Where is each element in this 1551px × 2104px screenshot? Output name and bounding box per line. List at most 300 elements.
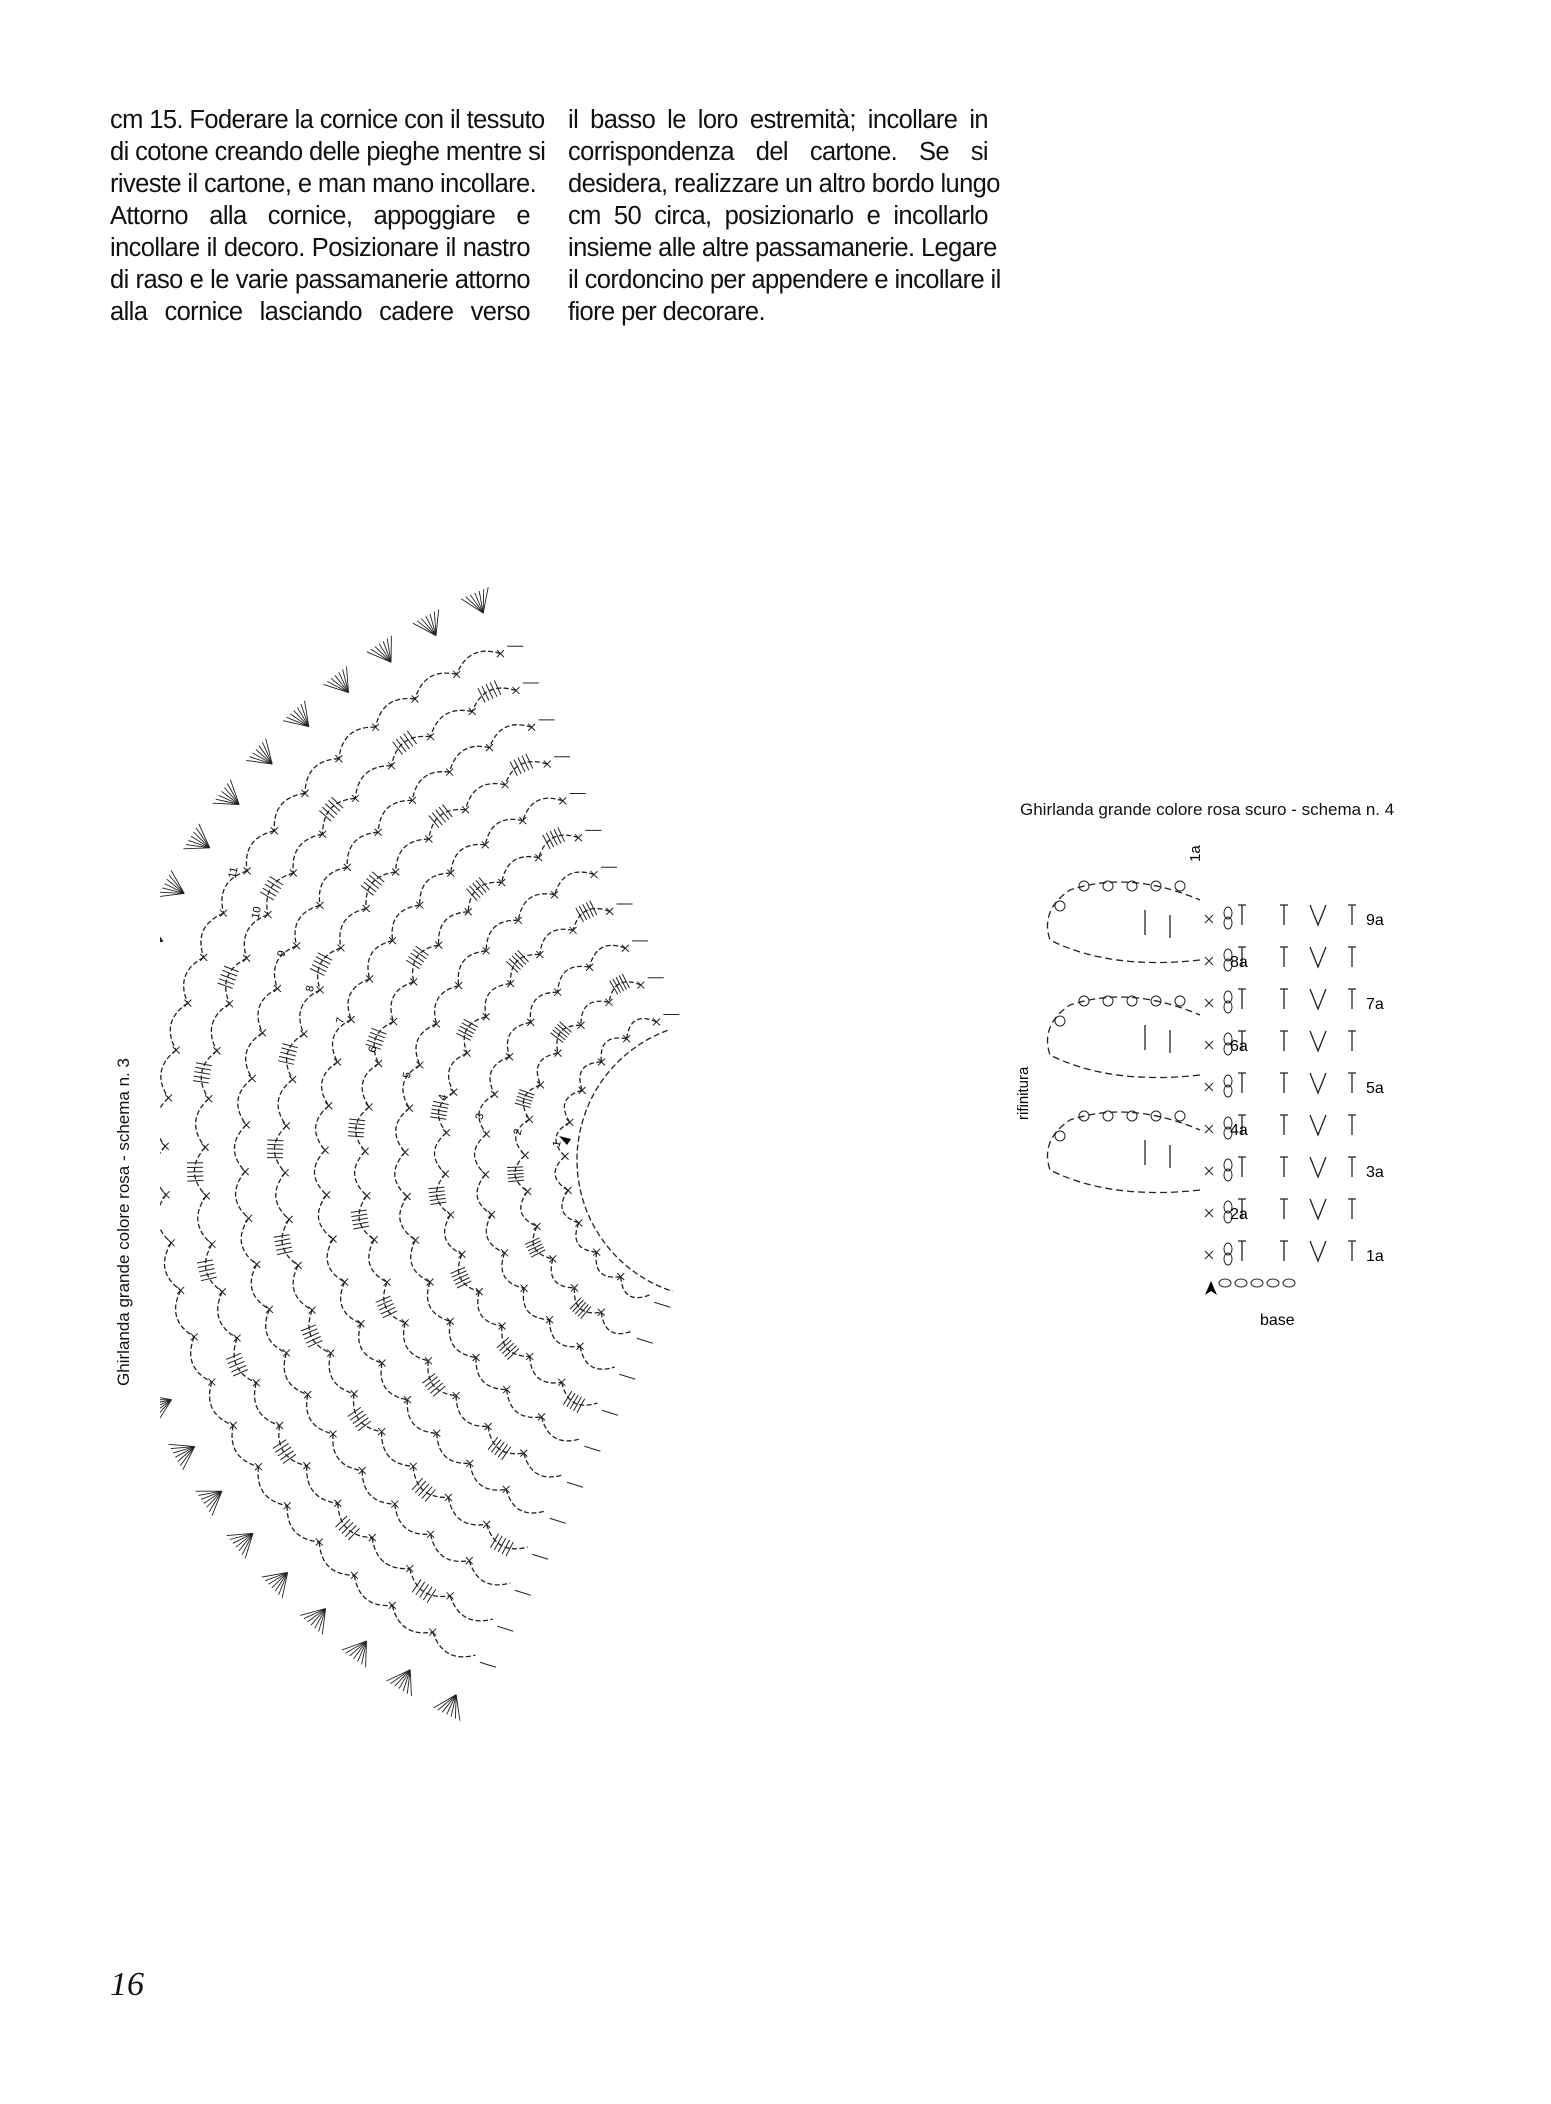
single-crochet-mark bbox=[559, 797, 566, 804]
single-crochet-mark bbox=[442, 1170, 449, 1177]
chain-loop bbox=[369, 1240, 387, 1283]
double-crochet-mark bbox=[508, 1177, 524, 1178]
half-double-mark bbox=[1280, 1199, 1288, 1219]
chain-loop bbox=[362, 1064, 378, 1107]
single-crochet-mark bbox=[1205, 999, 1213, 1007]
double-crochet-mark bbox=[404, 734, 413, 747]
chain-loop bbox=[251, 1264, 269, 1309]
single-crochet-mark bbox=[1205, 1083, 1213, 1091]
chain-loop bbox=[457, 651, 501, 674]
chain-loop bbox=[477, 1175, 492, 1215]
chain-loop bbox=[555, 1156, 568, 1190]
double-crochet-mark bbox=[622, 974, 629, 988]
chain-loop bbox=[164, 1243, 180, 1291]
single-crochet-mark bbox=[427, 1278, 434, 1285]
chain-loop bbox=[411, 1240, 430, 1282]
single-crochet-mark bbox=[200, 954, 207, 961]
chain-loop bbox=[266, 1309, 287, 1353]
single-crochet-mark bbox=[429, 1629, 436, 1636]
chain-loop bbox=[449, 1321, 476, 1357]
single-crochet-mark bbox=[637, 982, 644, 989]
double-crochet-mark bbox=[578, 1304, 589, 1316]
double-crochet-mark bbox=[1348, 905, 1356, 925]
chain-loop bbox=[339, 727, 376, 759]
row-number: 5 bbox=[400, 1070, 414, 1080]
single-crochet-mark bbox=[286, 1216, 293, 1223]
single-crochet-mark bbox=[243, 955, 250, 962]
single-crochet-mark bbox=[259, 1029, 266, 1036]
page-number: 16 bbox=[110, 1966, 144, 2003]
chain-loop bbox=[562, 1190, 579, 1223]
text-line: corrispondenza del cartone. Se si bbox=[568, 138, 988, 166]
chain-loop bbox=[293, 834, 323, 873]
double-crochet-mark bbox=[509, 959, 520, 970]
chain-loop bbox=[537, 1053, 558, 1085]
double-crochet-mark bbox=[275, 1243, 291, 1246]
v-stitch-mark bbox=[1310, 989, 1326, 1009]
row-label: 3a bbox=[1366, 1164, 1384, 1181]
single-crochet-mark bbox=[184, 1000, 191, 1007]
double-crochet-mark bbox=[476, 880, 486, 892]
chain-loop bbox=[392, 905, 420, 940]
chain-loop bbox=[507, 1390, 542, 1418]
chain-loop bbox=[160, 1098, 169, 1146]
chain-loop bbox=[160, 1195, 171, 1243]
double-crochet-mark bbox=[508, 1174, 524, 1175]
text-line: fiore per decorare. bbox=[568, 298, 765, 326]
single-crochet-mark bbox=[375, 1060, 382, 1067]
schema-3-crochet-diagram bbox=[160, 460, 1000, 1940]
double-crochet-mark bbox=[491, 1534, 499, 1548]
double-crochet-mark bbox=[423, 1587, 432, 1600]
chain-loop bbox=[524, 1453, 563, 1477]
chain-loop bbox=[581, 1001, 609, 1025]
fan-stitch-mark bbox=[160, 941, 163, 947]
double-crochet-mark bbox=[1348, 1241, 1356, 1261]
chain-loop bbox=[396, 1108, 410, 1152]
chain-loop bbox=[431, 1534, 470, 1561]
row-end-arrow-icon bbox=[619, 1374, 635, 1379]
chain-loop bbox=[518, 894, 554, 921]
v-stitch-mark bbox=[1310, 1073, 1326, 1093]
double-crochet-mark bbox=[499, 1340, 511, 1351]
chain-loop bbox=[348, 979, 370, 1020]
chain-loop bbox=[485, 984, 511, 1017]
single-crochet-mark bbox=[202, 1144, 209, 1151]
chain-loop bbox=[234, 1338, 256, 1383]
double-crochet-mark bbox=[187, 1180, 203, 1181]
chain-loop bbox=[470, 1463, 506, 1490]
single-crochet-mark bbox=[533, 1223, 540, 1230]
chain-loop bbox=[502, 857, 539, 883]
double-crochet-mark bbox=[411, 953, 424, 962]
chain-loop bbox=[362, 1471, 395, 1505]
single-crochet-mark bbox=[205, 1095, 212, 1102]
double-crochet-mark bbox=[616, 977, 624, 991]
single-crochet-mark bbox=[513, 687, 520, 694]
double-crochet-mark bbox=[420, 1584, 429, 1597]
chain-loop bbox=[458, 951, 486, 986]
chain-loop bbox=[244, 915, 268, 959]
single-crochet-mark bbox=[219, 1288, 226, 1295]
single-crochet-mark bbox=[316, 902, 323, 909]
double-crochet-mark bbox=[518, 950, 529, 962]
chain-loop bbox=[490, 725, 532, 748]
single-crochet-mark bbox=[162, 1143, 169, 1150]
row-label: 9a bbox=[1366, 912, 1384, 929]
single-crochet-mark bbox=[334, 1059, 341, 1066]
half-double-mark bbox=[1280, 947, 1288, 967]
chain-loop bbox=[307, 1395, 333, 1434]
chain-loop bbox=[476, 1358, 507, 1390]
double-crochet-mark bbox=[563, 1391, 572, 1405]
single-crochet-mark bbox=[163, 1191, 170, 1198]
half-double-mark bbox=[1238, 1073, 1246, 1093]
single-crochet-mark bbox=[491, 1091, 498, 1098]
chain-loop bbox=[410, 1569, 450, 1597]
double-crochet-mark bbox=[400, 736, 410, 749]
chain-loop bbox=[555, 872, 595, 895]
chain-loop bbox=[590, 945, 626, 967]
single-crochet-mark bbox=[482, 1171, 489, 1178]
double-crochet-mark bbox=[416, 1582, 425, 1595]
chain-loop bbox=[191, 1337, 212, 1382]
row-number: 3 bbox=[473, 1112, 487, 1121]
single-crochet-mark bbox=[402, 1149, 409, 1156]
schema-4-title: Ghirlanda grande colore rosa scuro - schema n. 4 bbox=[1020, 800, 1395, 819]
double-crochet-mark bbox=[567, 1393, 575, 1407]
single-crochet-mark bbox=[357, 1320, 364, 1327]
single-crochet-mark bbox=[208, 1241, 215, 1248]
chain-loop bbox=[284, 1353, 308, 1395]
chain-loop bbox=[184, 957, 204, 1003]
chain-loop bbox=[449, 1053, 467, 1092]
chain-loop bbox=[601, 1038, 627, 1062]
picot-stitch bbox=[1103, 881, 1113, 891]
row-label: 7a bbox=[1366, 996, 1384, 1013]
fan-stitch-mark bbox=[239, 1533, 253, 1551]
v-stitch-mark bbox=[1310, 1241, 1326, 1261]
chain-loop bbox=[347, 832, 378, 867]
chain-loop bbox=[558, 966, 590, 992]
single-crochet-mark bbox=[537, 1081, 544, 1088]
half-double-mark bbox=[1238, 1157, 1246, 1177]
chain-loop bbox=[400, 1065, 420, 1108]
double-crochet-mark bbox=[579, 906, 587, 920]
double-crochet-mark bbox=[428, 1187, 444, 1189]
single-crochet-mark bbox=[416, 1062, 423, 1069]
chain-loop bbox=[407, 1400, 437, 1434]
base-chain-stitch bbox=[1267, 1279, 1279, 1287]
text-line: il basso le loro estremità; incollare in bbox=[568, 106, 988, 134]
double-crochet-mark bbox=[199, 1269, 215, 1272]
single-crochet-mark bbox=[562, 1153, 569, 1160]
double-crochet-mark bbox=[525, 1238, 540, 1245]
fan-stitch-mark bbox=[169, 1444, 195, 1446]
v-stitch-mark bbox=[1310, 947, 1326, 967]
chain-loop bbox=[564, 1090, 582, 1122]
picot-stitch bbox=[1055, 901, 1065, 911]
chain-loop bbox=[307, 1466, 338, 1504]
double-crochet-mark bbox=[283, 1454, 296, 1463]
chain-loop bbox=[381, 1363, 407, 1400]
chain-loop bbox=[359, 1196, 374, 1240]
chain-loop bbox=[428, 1361, 456, 1396]
double-crochet-mark bbox=[443, 804, 453, 817]
chain-loop bbox=[609, 982, 641, 1002]
schema-4-crochet-diagram bbox=[1010, 830, 1430, 1390]
text-line: di raso e le varie passamanerie attorno bbox=[110, 266, 530, 294]
picot-stitch bbox=[1127, 1111, 1137, 1121]
chain-loop bbox=[198, 1196, 212, 1244]
chain-loop bbox=[530, 1356, 562, 1383]
chain-loop bbox=[451, 844, 486, 873]
double-crochet-mark bbox=[422, 1374, 435, 1384]
double-crochet-mark bbox=[224, 966, 239, 972]
double-crochet-mark bbox=[1348, 1031, 1356, 1051]
row-label: 5a bbox=[1366, 1080, 1384, 1097]
row-end-arrow-icon bbox=[550, 1518, 566, 1523]
chain-loop bbox=[161, 1050, 176, 1098]
fan-stitch-mark bbox=[483, 589, 484, 613]
single-crochet-mark bbox=[371, 1236, 378, 1243]
single-crochet-mark bbox=[497, 650, 504, 657]
chain-loop bbox=[420, 873, 451, 905]
chain-loop bbox=[176, 1290, 195, 1337]
fan-stitch-mark bbox=[160, 920, 163, 942]
chain-loop bbox=[521, 1191, 537, 1226]
chain-loop bbox=[486, 920, 518, 951]
single-crochet-mark bbox=[325, 1102, 332, 1109]
row-number: 9 bbox=[275, 949, 289, 958]
single-crochet-mark bbox=[488, 1211, 495, 1218]
chain-loop bbox=[395, 1152, 407, 1196]
chain-loop bbox=[466, 784, 506, 810]
half-double-mark bbox=[1280, 1115, 1288, 1135]
single-crochet-mark bbox=[173, 1047, 180, 1054]
double-crochet-mark bbox=[494, 1536, 502, 1550]
base-chain-stitch bbox=[1235, 1279, 1247, 1287]
single-crochet-mark bbox=[622, 945, 629, 952]
row-label: 2a bbox=[1230, 1206, 1248, 1223]
double-crochet-mark bbox=[508, 1180, 524, 1182]
chain-loop bbox=[601, 1312, 632, 1333]
instructions-column-right bbox=[568, 104, 1001, 328]
chain-loop bbox=[226, 958, 247, 1004]
single-crochet-mark bbox=[337, 944, 344, 951]
chain-loop bbox=[431, 710, 473, 736]
double-crochet-mark bbox=[515, 953, 526, 965]
fan-stitch-mark bbox=[160, 893, 184, 896]
chain-loop bbox=[332, 1020, 351, 1063]
single-crochet-mark bbox=[213, 1047, 220, 1054]
double-crochet-mark bbox=[278, 1447, 291, 1456]
row-end-arrow-icon bbox=[515, 1590, 531, 1595]
single-crochet-mark bbox=[458, 1251, 465, 1258]
fan-stitch-mark bbox=[209, 1491, 222, 1511]
chain-loop bbox=[201, 1051, 217, 1099]
double-crochet-mark bbox=[193, 1081, 209, 1083]
single-crochet-mark bbox=[341, 1279, 348, 1286]
chain-loop bbox=[232, 1425, 258, 1466]
single-crochet-mark bbox=[566, 1119, 573, 1126]
double-crochet-mark bbox=[195, 1067, 211, 1070]
single-crochet-mark bbox=[283, 1349, 290, 1356]
double-crochet-mark bbox=[267, 1144, 283, 1145]
chain-loop bbox=[530, 992, 557, 1022]
single-crochet-mark bbox=[348, 1016, 355, 1023]
picot-stitch bbox=[1127, 881, 1137, 891]
double-crochet-mark bbox=[281, 1048, 296, 1052]
double-crochet-mark bbox=[576, 908, 584, 922]
base-label: base bbox=[1260, 1312, 1295, 1329]
row-end-arrow-icon bbox=[497, 1626, 513, 1631]
single-crochet-mark bbox=[290, 870, 297, 877]
v-stitch-mark bbox=[1310, 905, 1326, 925]
single-crochet-mark bbox=[1205, 915, 1213, 923]
single-crochet-mark bbox=[293, 942, 300, 949]
double-crochet-mark bbox=[1348, 989, 1356, 1009]
single-crochet-mark bbox=[317, 986, 324, 993]
chain-loop bbox=[475, 1134, 487, 1175]
row-number: 4 bbox=[436, 1093, 450, 1102]
chain-loop bbox=[621, 1277, 650, 1298]
double-crochet-mark bbox=[366, 879, 379, 889]
double-crochet-mark bbox=[218, 983, 233, 988]
chain-loop bbox=[392, 1605, 433, 1632]
row-end-arrow-icon bbox=[637, 1338, 653, 1343]
single-crochet-mark bbox=[243, 1121, 250, 1128]
chain-loop bbox=[450, 746, 490, 772]
chain-loop bbox=[448, 1497, 486, 1525]
double-crochet-mark bbox=[351, 1214, 367, 1217]
chain-loop bbox=[211, 1004, 229, 1051]
double-crochet-mark bbox=[497, 1338, 509, 1348]
half-double-mark bbox=[1238, 905, 1246, 925]
chain-loop bbox=[469, 1561, 510, 1585]
chain-loop bbox=[627, 1019, 657, 1039]
chain-loop bbox=[580, 1346, 615, 1369]
chain-loop bbox=[376, 699, 415, 728]
double-crochet-mark bbox=[1348, 1073, 1356, 1093]
chain-loop bbox=[523, 798, 563, 820]
single-crochet-mark bbox=[309, 1307, 316, 1314]
chain-loop bbox=[429, 810, 466, 839]
chain-loop bbox=[550, 1320, 581, 1347]
fan-stitch-mark bbox=[180, 1447, 195, 1466]
single-crochet-mark bbox=[466, 1557, 473, 1564]
schema-4-rows bbox=[1048, 881, 1357, 1287]
row-number: 1 bbox=[550, 1139, 564, 1149]
chain-loop bbox=[278, 1079, 293, 1125]
picot-loop bbox=[1048, 1112, 1201, 1193]
chain-loop bbox=[315, 1150, 327, 1195]
chain-loop bbox=[374, 1022, 393, 1064]
single-crochet-mark bbox=[1205, 1251, 1213, 1259]
chain-loop bbox=[201, 913, 224, 957]
single-crochet-mark bbox=[483, 1521, 490, 1528]
row-number: 7 bbox=[334, 1016, 348, 1025]
chain-loop bbox=[502, 1253, 524, 1289]
chain-loop bbox=[516, 1119, 530, 1155]
double-crochet-mark bbox=[610, 981, 618, 995]
single-crochet-mark bbox=[390, 1018, 397, 1025]
chain-loop bbox=[295, 905, 320, 946]
chain-loop bbox=[327, 1239, 344, 1282]
double-crochet-mark bbox=[428, 1380, 441, 1390]
chain-loop bbox=[412, 772, 449, 801]
half-double-mark bbox=[1280, 989, 1288, 1009]
single-crochet-mark bbox=[443, 1129, 450, 1136]
double-crochet-mark bbox=[507, 1167, 523, 1168]
chain-loop bbox=[437, 1174, 451, 1215]
chain-loop bbox=[427, 1282, 450, 1321]
single-crochet-mark bbox=[165, 1094, 172, 1101]
double-crochet-mark bbox=[406, 960, 419, 969]
double-crochet-mark bbox=[364, 882, 377, 892]
double-crochet-mark bbox=[1348, 1157, 1356, 1177]
double-crochet-mark bbox=[570, 1395, 578, 1409]
fan-stitch-mark bbox=[410, 1670, 411, 1696]
chain-loop bbox=[160, 1146, 166, 1194]
chain-loop bbox=[450, 1596, 493, 1621]
single-crochet-mark bbox=[362, 1148, 369, 1155]
chain-loop bbox=[391, 982, 414, 1022]
double-crochet-mark bbox=[473, 883, 484, 895]
half-double-mark bbox=[1238, 989, 1246, 1009]
chain-loop bbox=[305, 759, 339, 794]
chain-loop bbox=[413, 945, 439, 982]
chain-loop bbox=[413, 1466, 448, 1497]
double-crochet-mark bbox=[187, 1176, 203, 1177]
text-line: incollare il decoro. Posizionare il nastro bbox=[110, 234, 530, 262]
row-label: 4a bbox=[1230, 1122, 1248, 1139]
double-crochet-mark bbox=[348, 1132, 364, 1133]
picot-stitch bbox=[1175, 881, 1185, 891]
double-crochet-mark bbox=[222, 970, 237, 976]
single-crochet-mark bbox=[384, 1279, 391, 1286]
double-crochet-mark bbox=[349, 1123, 365, 1125]
chain-loop bbox=[293, 1265, 312, 1310]
text-line: insieme alle altre passamanerie. Legare bbox=[568, 234, 997, 262]
text-line: alla cornice lasciando cadere verso bbox=[110, 298, 530, 326]
chain-loop bbox=[456, 1396, 488, 1427]
double-crochet-mark bbox=[479, 878, 489, 890]
row-end-arrow-icon bbox=[602, 1410, 618, 1415]
single-crochet-mark bbox=[404, 1193, 411, 1200]
half-double-mark bbox=[1280, 905, 1288, 925]
double-crochet-mark bbox=[430, 1117, 446, 1119]
picot-stitch bbox=[1127, 996, 1137, 1006]
chain-loop bbox=[238, 1079, 252, 1125]
row-label: 1a bbox=[1366, 1248, 1384, 1265]
double-crochet-mark bbox=[425, 1377, 438, 1387]
chain-loop bbox=[282, 1219, 298, 1265]
double-crochet-mark bbox=[345, 1525, 356, 1536]
single-crochet-mark bbox=[524, 1188, 531, 1195]
chain-loop bbox=[300, 990, 320, 1034]
chain-loop bbox=[287, 1506, 319, 1542]
base-chain-stitch bbox=[1219, 1279, 1231, 1287]
foundation-chain bbox=[577, 1030, 673, 1291]
double-crochet-mark bbox=[350, 1411, 363, 1420]
double-crochet-mark bbox=[265, 884, 279, 892]
chain-loop bbox=[258, 1467, 287, 1506]
chain-loop bbox=[234, 1125, 246, 1172]
single-crochet-mark bbox=[366, 1103, 373, 1110]
single-crochet-mark bbox=[234, 1335, 241, 1342]
rifinitura-label: rifinitura bbox=[1015, 1066, 1032, 1120]
